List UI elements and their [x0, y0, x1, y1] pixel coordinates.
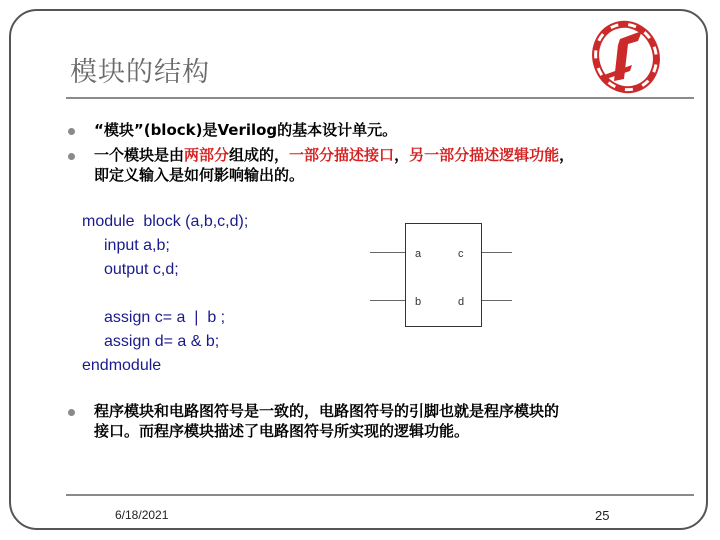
- pin-label-b: b: [415, 296, 422, 308]
- code-line-output: output c,d;: [104, 261, 179, 278]
- bullet-2-highlight-two-parts: 两部分: [184, 146, 230, 164]
- bullet-2-line-1: [94, 145, 574, 165]
- bullet-2-highlight-interface: 一部分描述接口: [289, 146, 395, 164]
- wire-b: [370, 300, 405, 301]
- bullet-2-comma-2: ，: [559, 146, 575, 164]
- footer-date: 6/18/2021: [115, 508, 169, 522]
- bullet-marker: [68, 409, 75, 416]
- code-line-input: input a,b;: [104, 237, 170, 254]
- footer-divider: [66, 494, 694, 496]
- bullet-marker: [68, 128, 75, 135]
- code-line-module: module block (a,b,c,d);: [82, 213, 249, 230]
- pin-label-a: a: [415, 248, 422, 260]
- pin-label-d: d: [458, 296, 465, 308]
- code-line-endmodule: endmodule: [82, 357, 162, 374]
- bullet-2-text-c: 组成的，: [229, 146, 290, 164]
- bullet-1-text: “模块”(block)是Verilog的基本设计单元。: [94, 121, 398, 139]
- pin-label-c: c: [458, 248, 464, 260]
- bullet-2-highlight-logic: 另一部分描述逻辑功能: [409, 146, 560, 164]
- bullet-2-text-a: 一个模块是由: [94, 146, 185, 164]
- bullet-marker: [68, 153, 75, 160]
- university-logo-icon: [584, 13, 664, 97]
- wire-d: [482, 300, 512, 301]
- circuit-symbol-box: [405, 223, 482, 327]
- bullet-2-comma: ，: [394, 146, 410, 164]
- wire-a: [370, 252, 405, 253]
- bullet-3-line-2: 接口。而程序模块描述了电路图符号所实现的逻辑功能。: [94, 422, 470, 440]
- slide-title: 模块的结构: [70, 57, 210, 88]
- bullet-3-line-1: 程序模块和电路图符号是一致的，电路图符号的引脚也就是程序模块的: [94, 402, 560, 420]
- bullet-2-line-2: 即定义输入是如何影响输出的。: [94, 166, 305, 184]
- page-number: 25: [595, 508, 610, 523]
- code-line-assign-c: assign c= a | b ;: [104, 309, 226, 326]
- wire-c: [482, 252, 512, 253]
- title-divider: [66, 97, 694, 99]
- code-line-assign-d: assign d= a & b;: [104, 333, 220, 350]
